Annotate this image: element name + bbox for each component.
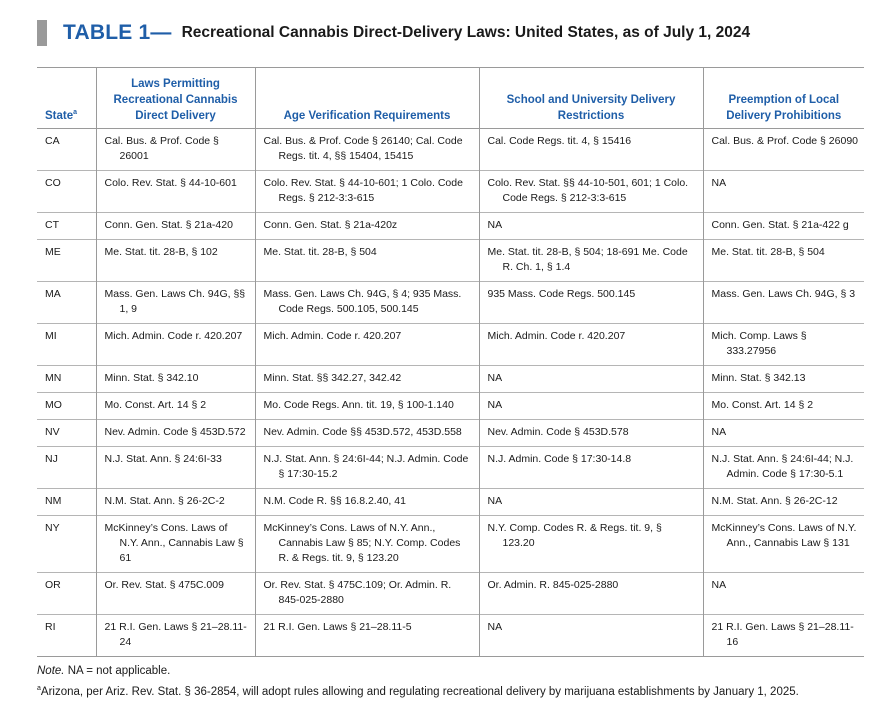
cell-school xyxy=(479,282,703,324)
cell-text: N.M. Stat. Ann. § 26-2C-2 xyxy=(104,495,225,507)
cell-age xyxy=(255,420,479,447)
cell-preemption xyxy=(703,129,864,171)
cell-state xyxy=(37,573,96,615)
cell-text: Mass. Gen. Laws Ch. 94G, §§ 1, 9 xyxy=(104,288,246,315)
cell-text: MI xyxy=(45,330,57,342)
cell-preemption xyxy=(703,615,864,657)
cell-text: CT xyxy=(45,219,59,231)
cell-text: Me. Stat. tit. 28-B, § 102 xyxy=(104,246,218,258)
cell-text: Nev. Admin. Code § 453D.572 xyxy=(104,426,246,438)
cell-preemption xyxy=(703,366,864,393)
cell-text: MA xyxy=(45,288,61,300)
cell-school xyxy=(479,489,703,516)
cell-age xyxy=(255,615,479,657)
cell-text: N.M. Code R. §§ 16.8.2.40, 41 xyxy=(263,495,406,507)
cell-laws xyxy=(96,240,255,282)
cell-age xyxy=(255,393,479,420)
cell-text: Cal. Bus. & Prof. Code § 26090 xyxy=(711,135,859,147)
cell-age xyxy=(255,282,479,324)
cell-school xyxy=(479,615,703,657)
cell-text: Colo. Rev. Stat. § 44-10-601; 1 Colo. Code Regs. § 212-3:3-615 xyxy=(263,177,463,204)
title-accent-bar xyxy=(37,20,47,46)
cell-age xyxy=(255,324,479,366)
cell-text: Mo. Const. Art. 14 § 2 xyxy=(104,399,207,411)
cell-text: Cal. Bus. & Prof. Code § 26001 xyxy=(104,135,219,162)
cell-laws xyxy=(96,213,255,240)
cell-text: MN xyxy=(45,372,62,384)
cell-state xyxy=(37,393,96,420)
cell-laws xyxy=(96,129,255,171)
cell-preemption xyxy=(703,171,864,213)
cell-preemption xyxy=(703,393,864,420)
cell-text: NA xyxy=(711,426,727,438)
cell-state xyxy=(37,366,96,393)
cell-laws xyxy=(96,282,255,324)
cell-school xyxy=(479,516,703,573)
cell-text: N.M. Stat. Ann. § 26-2C-12 xyxy=(711,495,838,507)
cell-state xyxy=(37,324,96,366)
header-age-verification: Age Verification Requirements xyxy=(255,68,479,129)
cell-preemption xyxy=(703,240,864,282)
table-row xyxy=(37,213,864,240)
table-caption: Recreational Cannabis Direct-Delivery Laws: United States, as of July 1, 2024 xyxy=(181,24,751,41)
cell-text: Conn. Gen. Stat. § 21a-420z xyxy=(263,219,398,231)
cell-text: Mich. Admin. Code r. 420.207 xyxy=(104,330,243,342)
table-notes xyxy=(37,662,799,701)
cell-text: N.J. Stat. Ann. § 24:6I-44; N.J. Admin. Code § 17:30-5.1 xyxy=(711,453,854,480)
cell-text: Minn. Stat. § 342.10 xyxy=(104,372,199,384)
cell-text: NA xyxy=(487,399,503,411)
cell-state xyxy=(37,129,96,171)
cell-text: NM xyxy=(45,495,62,507)
cell-school xyxy=(479,393,703,420)
cell-text: NV xyxy=(45,426,60,438)
cell-age xyxy=(255,447,479,489)
table-row xyxy=(37,615,864,657)
cell-text: Colo. Rev. Stat. § 44-10-601 xyxy=(104,177,237,189)
delivery-laws-table xyxy=(37,67,864,657)
cell-laws xyxy=(96,420,255,447)
cell-laws xyxy=(96,516,255,573)
header-school-restrictions: School and University Delivery Restrictions xyxy=(479,68,703,129)
cell-age xyxy=(255,489,479,516)
table-row xyxy=(37,171,864,213)
cell-text: Colo. Rev. Stat. §§ 44-10-501, 601; 1 Colo. Code Regs. § 212-3:3-615 xyxy=(487,177,689,204)
cell-age xyxy=(255,573,479,615)
cell-school xyxy=(479,447,703,489)
footnote-line: $^a$Arizona, per Ariz. Rev. Stat. § 36-2854, will adopt rules allowing and regulating recreational delivery by marijuana establishments by January 1, 2025. xyxy=(37,685,799,698)
cell-preemption xyxy=(703,213,864,240)
cell-preemption xyxy=(703,573,864,615)
cell-text: NA xyxy=(487,621,503,633)
table-row xyxy=(37,366,864,393)
cell-laws xyxy=(96,171,255,213)
cell-age xyxy=(255,213,479,240)
cell-text: Or. Rev. Stat. § 475C.009 xyxy=(104,579,224,591)
cell-school xyxy=(479,240,703,282)
table-row xyxy=(37,447,864,489)
cell-text: Me. Stat. tit. 28-B, § 504 xyxy=(263,246,377,258)
cell-text: ME xyxy=(45,246,61,258)
cell-school xyxy=(479,366,703,393)
cell-state xyxy=(37,282,96,324)
cell-text: Me. Stat. tit. 28-B, § 504 xyxy=(711,246,825,258)
cell-text: McKinney’s Cons. Laws of N.Y. Ann., Cannabis Law § 61 xyxy=(104,522,244,564)
cell-text: Conn. Gen. Stat. § 21a-422 g xyxy=(711,219,849,231)
cell-state xyxy=(37,615,96,657)
cell-text: McKinney’s Cons. Laws of N.Y. Ann., Cannabis Law § 131 xyxy=(711,522,857,549)
cell-age xyxy=(255,240,479,282)
cell-preemption xyxy=(703,516,864,573)
table-row xyxy=(37,489,864,516)
cell-age xyxy=(255,171,479,213)
cell-state xyxy=(37,516,96,573)
cell-school xyxy=(479,129,703,171)
table-row xyxy=(37,420,864,447)
cell-school xyxy=(479,573,703,615)
cell-text: Cal. Bus. & Prof. Code § 26140; Cal. Code Regs. tit. 4, §§ 15404, 15415 xyxy=(263,135,463,162)
cell-text: N.J. Stat. Ann. § 24:6I-44; N.J. Admin. Code § 17:30-15.2 xyxy=(263,453,469,480)
cell-school xyxy=(479,324,703,366)
cell-laws xyxy=(96,573,255,615)
cell-text: 21 R.I. Gen. Laws § 21–28.11-16 xyxy=(711,621,854,648)
cell-text: Minn. Stat. § 342.13 xyxy=(711,372,806,384)
header-state: State$^a$ xyxy=(37,68,96,129)
cell-text: Mich. Admin. Code r. 420.207 xyxy=(487,330,626,342)
cell-text: N.Y. Comp. Codes R. & Regs. tit. 9, § 123.20 xyxy=(487,522,662,549)
cell-text: NA xyxy=(487,495,503,507)
cell-text: Mo. Const. Art. 14 § 2 xyxy=(711,399,814,411)
cell-laws xyxy=(96,366,255,393)
cell-preemption xyxy=(703,324,864,366)
table-body xyxy=(37,129,864,657)
cell-preemption xyxy=(703,489,864,516)
table-row xyxy=(37,516,864,573)
cell-state xyxy=(37,447,96,489)
table-header-row xyxy=(37,68,864,129)
table-row xyxy=(37,129,864,171)
cell-text: MO xyxy=(45,399,62,411)
cell-text: NJ xyxy=(45,453,58,465)
table-row xyxy=(37,324,864,366)
cell-text: Conn. Gen. Stat. § 21a-420 xyxy=(104,219,233,231)
cell-text: Mass. Gen. Laws Ch. 94G, § 4; 935 Mass. Code Regs. 500.105, 500.145 xyxy=(263,288,462,315)
cell-state xyxy=(37,489,96,516)
cell-text: N.J. Stat. Ann. § 24:6I-33 xyxy=(104,453,222,465)
cell-text: McKinney’s Cons. Laws of N.Y. Ann., Cannabis Law § 85; N.Y. Comp. Codes R. & Regs. tit. 9, § 123.20 xyxy=(263,522,461,564)
cell-text: CO xyxy=(45,177,61,189)
cell-text: Minn. Stat. §§ 342.27, 342.42 xyxy=(263,372,402,384)
cell-text: Or. Admin. R. 845-025-2880 xyxy=(487,579,619,591)
cell-age xyxy=(255,516,479,573)
note-line: Note. NA = not applicable. xyxy=(37,665,171,677)
cell-text: NA xyxy=(487,219,503,231)
cell-laws xyxy=(96,393,255,420)
table-title xyxy=(37,18,750,48)
cell-text: CA xyxy=(45,135,60,147)
cell-text: Mich. Admin. Code r. 420.207 xyxy=(263,330,402,342)
cell-text: N.J. Admin. Code § 17:30-14.8 xyxy=(487,453,632,465)
cell-text: Cal. Code Regs. tit. 4, § 15416 xyxy=(487,135,632,147)
cell-text: 935 Mass. Code Regs. 500.145 xyxy=(487,288,636,300)
cell-text: NA xyxy=(711,177,727,189)
cell-text: NA xyxy=(487,372,503,384)
cell-text: OR xyxy=(45,579,61,591)
cell-text: Mo. Code Regs. Ann. tit. 19, § 100-1.140 xyxy=(263,399,454,411)
cell-state xyxy=(37,420,96,447)
table-row xyxy=(37,282,864,324)
cell-text: 21 R.I. Gen. Laws § 21–28.11-5 xyxy=(263,621,412,633)
table-row xyxy=(37,573,864,615)
cell-school xyxy=(479,171,703,213)
cell-text: NY xyxy=(45,522,60,534)
cell-laws xyxy=(96,489,255,516)
cell-text: 21 R.I. Gen. Laws § 21–28.11-24 xyxy=(104,621,247,648)
cell-text: Mich. Comp. Laws § 333.27956 xyxy=(711,330,807,357)
cell-age xyxy=(255,129,479,171)
cell-school xyxy=(479,420,703,447)
cell-text: Mass. Gen. Laws Ch. 94G, § 3 xyxy=(711,288,856,300)
table-number: TABLE 1— xyxy=(63,21,172,44)
cell-text: Nev. Admin. Code § 453D.578 xyxy=(487,426,629,438)
cell-school xyxy=(479,213,703,240)
table-row xyxy=(37,393,864,420)
cell-text: RI xyxy=(45,621,56,633)
cell-text: Nev. Admin. Code §§ 453D.572, 453D.558 xyxy=(263,426,462,438)
cell-state xyxy=(37,240,96,282)
cell-text: Or. Rev. Stat. § 475C.109; Or. Admin. R. 845-025-2880 xyxy=(263,579,452,606)
cell-laws xyxy=(96,447,255,489)
cell-preemption xyxy=(703,282,864,324)
cell-text: NA xyxy=(711,579,727,591)
cell-state xyxy=(37,213,96,240)
table-row xyxy=(37,240,864,282)
cell-laws xyxy=(96,615,255,657)
cell-laws xyxy=(96,324,255,366)
header-preemption: Preemption of Local Delivery Prohibitions xyxy=(703,68,864,129)
header-laws: Laws Permitting Recreational Cannabis Direct Delivery xyxy=(96,68,255,129)
cell-age xyxy=(255,366,479,393)
cell-preemption xyxy=(703,420,864,447)
cell-text: Me. Stat. tit. 28-B, § 504; 18-691 Me. Code R. Ch. 1, § 1.4 xyxy=(487,246,688,273)
cell-state xyxy=(37,171,96,213)
cell-preemption xyxy=(703,447,864,489)
